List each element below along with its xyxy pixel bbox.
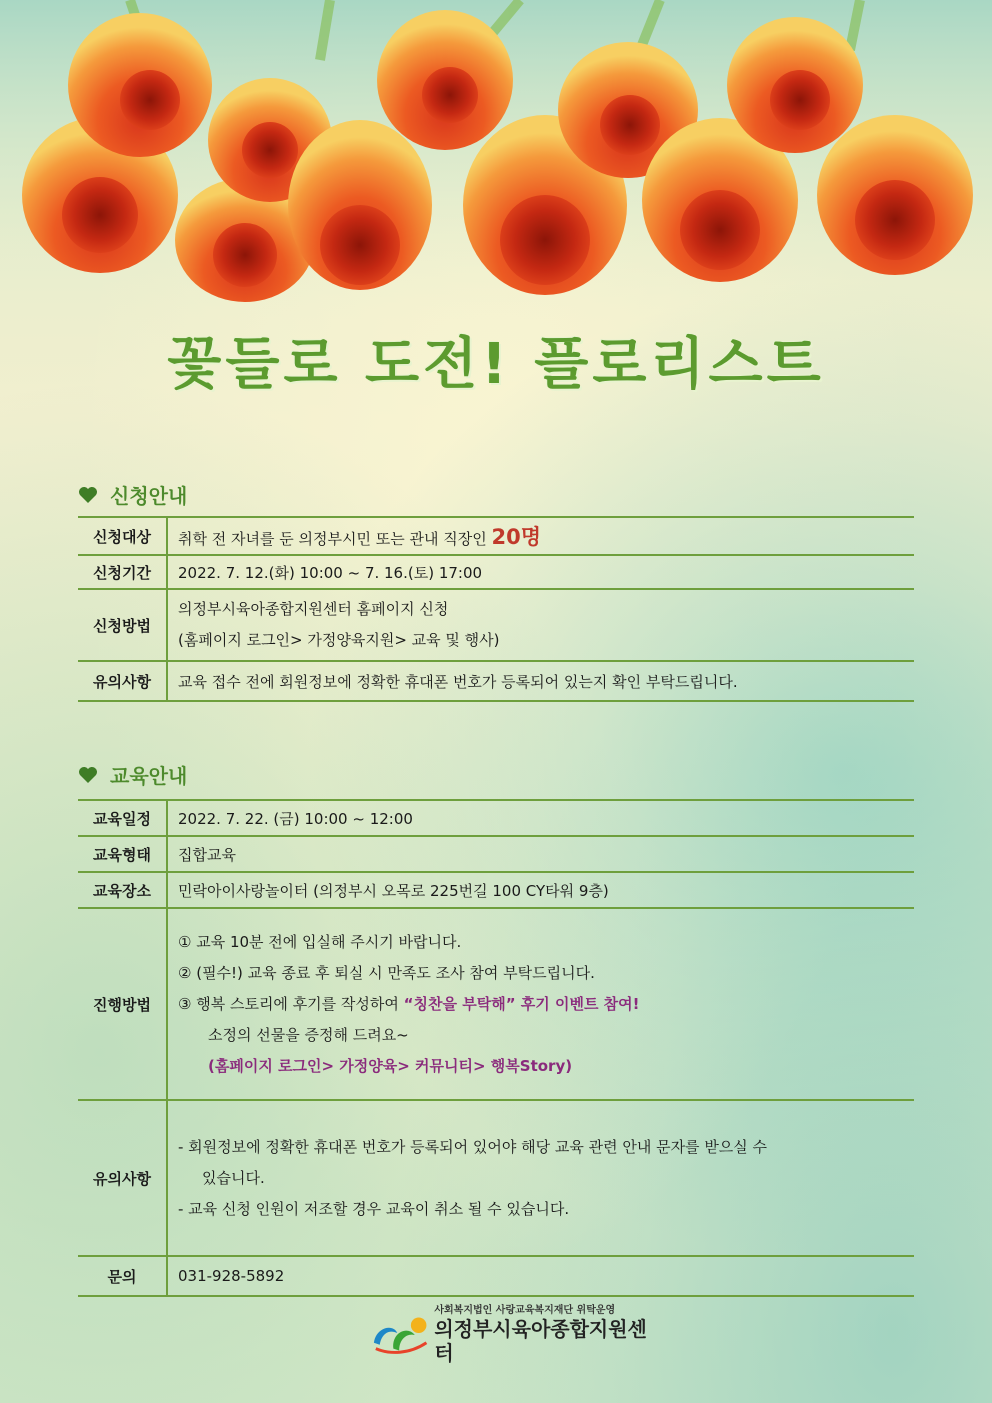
table-row	[78, 872, 914, 908]
step3-path: (홈페이지 로그인> 가정양육> 커뮤니티> 행복Story)	[208, 1056, 573, 1075]
row-label: 교육형태	[78, 836, 167, 872]
table-row	[78, 836, 914, 872]
method-line: (홈페이지 로그인> 가정양육지원> 교육 및 행사)	[178, 631, 500, 649]
row-label: 유의사항	[78, 1100, 167, 1256]
row-value: 민락아이사랑놀이터 (의정부시 오목로 225번길 100 CY타워 9층)	[167, 872, 914, 908]
logo-name: 의정부시육아종합지원센터	[434, 1316, 647, 1365]
table-row	[78, 517, 914, 555]
center-logo	[370, 1304, 660, 1365]
row-label: 진행방법	[78, 908, 167, 1100]
row-value: 집합교육	[167, 836, 914, 872]
row-value: 031-928-5892	[167, 1256, 914, 1296]
step3-prefix: ③ 행복 스토리에 후기를 작성하여	[178, 994, 404, 1013]
row-label: 교육장소	[78, 872, 167, 908]
row-label: 신청기간	[78, 555, 167, 589]
notice-item: - 교육 신청 인원이 저조할 경우 교육이 취소 될 수 있습니다.	[178, 1199, 570, 1218]
table-row	[78, 1100, 914, 1256]
row-label: 유의사항	[78, 661, 167, 701]
row-value	[167, 589, 914, 661]
section-heading-label: 교육안내	[110, 764, 188, 788]
method-line: 의정부시육아종합지원센터 홈페이지 신청	[178, 600, 449, 618]
section-heading-label: 신청안내	[110, 484, 188, 508]
table-row	[78, 555, 914, 589]
row-value: 2022. 7. 22. (금) 10:00 ~ 12:00	[167, 800, 914, 836]
process-step: ② (필수!) 교육 종료 후 퇴실 시 만족도 조사 참여 부탁드립니다.	[178, 963, 595, 982]
target-count: 20명	[491, 525, 541, 549]
process-step	[178, 989, 906, 1020]
row-label: 교육일정	[78, 800, 167, 836]
step3-event: “칭찬을 부탁해” 후기 이벤트 참여!	[403, 994, 640, 1013]
heart-icon	[78, 766, 98, 784]
table-row	[78, 661, 914, 701]
center-logo-icon	[370, 1313, 430, 1355]
table-row	[78, 908, 914, 1100]
row-value: 2022. 7. 12.(화) 10:00 ~ 7. 16.(토) 17:00	[167, 555, 914, 589]
logo-text	[434, 1304, 660, 1365]
section-heading-education	[78, 760, 187, 789]
row-value	[167, 908, 914, 1100]
application-table	[78, 516, 914, 702]
table-row	[78, 589, 914, 661]
row-label: 신청대상	[78, 517, 167, 555]
tulip-flowers-image	[0, 0, 992, 320]
step3-gift: 소정의 선물을 증정해 드려요~	[208, 1025, 409, 1044]
row-label: 신청방법	[78, 589, 167, 661]
logo-subtitle: 사회복지법인 사랑교육복지재단 위탁운영	[434, 1304, 616, 1316]
poster-title: 꽃들로 도전! 플로리스트	[167, 332, 825, 397]
process-step: ① 교육 10분 전에 입실해 주시기 바랍니다.	[178, 932, 462, 951]
row-label: 문의	[78, 1256, 167, 1296]
target-text: 취학 전 자녀를 둔 의정부시민 또는 관내 직장인	[178, 530, 487, 548]
row-value: 교육 접수 전에 회원정보에 정확한 휴대폰 번호가 등록되어 있는지 확인 부탁드립니다.	[167, 661, 914, 701]
row-value	[167, 1100, 914, 1256]
education-table	[78, 799, 914, 1297]
notice-item: - 회원정보에 정확한 휴대폰 번호가 등록되어 있어야 해당 교육 관련 안내 문자를 받으실 수	[178, 1137, 768, 1156]
heart-icon	[78, 486, 98, 504]
table-row	[78, 800, 914, 836]
table-row	[78, 1256, 914, 1296]
row-value	[167, 517, 914, 555]
section-heading-application	[78, 480, 187, 509]
notice-item: 있습니다.	[202, 1168, 265, 1187]
